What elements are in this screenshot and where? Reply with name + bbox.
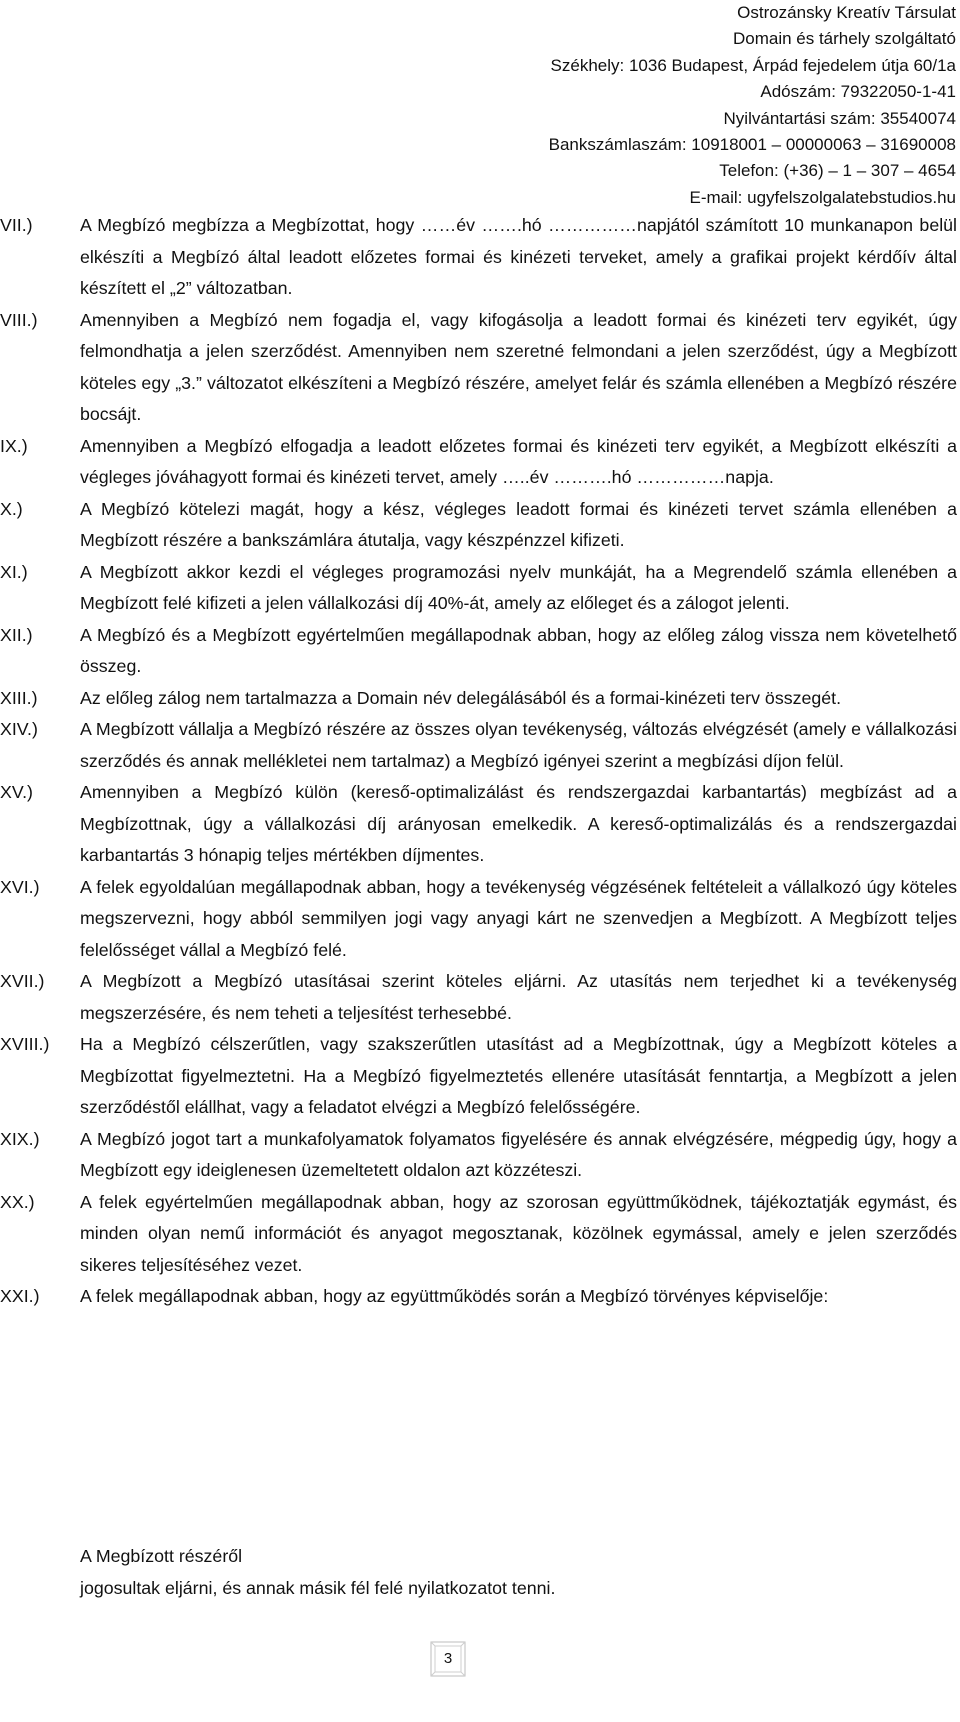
clause-text: A Megbízott vállalja a Megbízó részére az összes olyan tevékenység, változás elvégzését (amely e vállalkozási szerződés és annak mellékletei nem tartalmaz) a Megbízó igényei szerint a megbízási díjon felül. xyxy=(80,719,957,771)
clause-number: XV.) xyxy=(0,782,33,802)
company-phone: Telefon: (+36) – 1 – 307 – 4654 xyxy=(719,161,956,181)
clause-number: XVII.) xyxy=(0,971,45,991)
contract-clause xyxy=(0,431,958,494)
clause-text: A Megbízó megbízza a Megbízottat, hogy ……év …….hó ……………napjától számított 10 munkanapon belül elkészíti a Megbízó által leadott előzetes formai és kinézeti terveket, amely a grafikai projekt kérdőív által készített el „2” változatban. xyxy=(80,215,957,298)
company-address: Székhely: 1036 Budapest, Árpád fejedelem útja 60/1a xyxy=(550,55,956,75)
clause-number: XIX.) xyxy=(0,1128,40,1149)
clause-number: IX.) xyxy=(0,435,28,456)
clause-number: XX.) xyxy=(0,1191,35,1212)
contract-clause-list xyxy=(0,210,958,1313)
clause-text: A Megbízó jogot tart a munkafolyamatok folyamatos figyelésére és annak elvégzésére, mégpedig úgy, hogy a Megbízott egy ideiglenesen üzemeltetett oldalon azt közzéteszi. xyxy=(80,1128,957,1180)
contract-clause xyxy=(0,1187,958,1282)
clause-text: A Megbízó kötelezi magát, hogy a kész, végleges leadott formai és kinézeti tervet számla ellenében a Megbízott részére a bankszámlára átutalja, vagy készpénzzel kifizeti. xyxy=(80,498,957,550)
page-number-badge xyxy=(430,1641,466,1677)
clause-number: XI.) xyxy=(0,561,28,582)
page-number: 3 xyxy=(443,1650,453,1667)
clause-text: Amennyiben a Megbízó nem fogadja el, vagy kifogásolja a leadott formai és kinézeti terv egyikét, úgy felmondhatja a jelen szerződést. Amennyiben nem szeretné felmondani a jelen szerződést, úgy a Megbízott köteles egy „3.” változatot elkészíteni a Megbízó részére, amelyet felár és számla ellenében a Megbízó részére bocsájt. xyxy=(80,309,957,424)
contract-clause xyxy=(0,966,958,1029)
closing-line-representative: A Megbízott részéről xyxy=(80,1546,243,1566)
clause-text: A felek megállapodnak abban, hogy az együttműködés során a Megbízó törvényes képviselője: xyxy=(80,1286,829,1306)
company-service: Domain és tárhely szolgáltató xyxy=(732,29,956,49)
clause-number: X.) xyxy=(0,498,23,519)
clause-text: A Megbízott a Megbízó utasításai szerint köteles eljárni. Az utasítás nem terjedhet ki a tevékenység megszerzésére, és nem teheti a teljesítést terhesebbé. xyxy=(80,971,957,1023)
clause-number: XII.) xyxy=(0,624,33,645)
clause-number: XVIII.) xyxy=(0,1034,50,1054)
clause-text: A felek egyértelműen megállapodnak abban, hogy az szorosan együttműködnek, tájékoztatják egymást, és minden olyan nemű információt és anyagot megosztanak, közölnek egymással, amely e jelen szerződés sikeres teljesítéséhez vezet. xyxy=(80,1191,957,1275)
company-tax-number: Adószám: 79322050-1-41 xyxy=(760,82,956,102)
contract-clause xyxy=(0,494,958,557)
clause-text: Az előleg zálog nem tartalmazza a Domain név delegálásából és a formai-kinézeti terv összegét. xyxy=(80,687,842,708)
clause-text: A felek egyoldalúan megállapodnak abban, hogy a tevékenység végzésének feltételeit a vállalkozó úgy köteles megszervezni, hogy abból semmilyen jogi vagy anyagi kárt ne szenvedjen a Megbízott. A Megbízott teljes felelősséget vállal a Megbízó felé. xyxy=(80,876,957,960)
contract-clause xyxy=(0,620,958,683)
clause-number: VII.) xyxy=(0,215,33,235)
clause-number: XIII.) xyxy=(0,687,38,708)
contract-clause xyxy=(0,1029,958,1124)
closing-line-authorization: jogosultak eljárni, és annak másik fél felé nyilatkozatot tenni. xyxy=(80,1577,556,1598)
contract-clause xyxy=(0,210,958,305)
company-bank-account: Bankszámlaszám: 10918001 – 00000063 – 31690008 xyxy=(548,135,956,155)
company-registry-number: Nyilvántartási szám: 35540074 xyxy=(723,108,956,128)
clause-number: XVI.) xyxy=(0,876,40,897)
closing-text xyxy=(80,1541,950,1604)
clause-text: Ha a Megbízó célszerűtlen, vagy szakszerűtlen utasítást ad a Megbízottnak, úgy a Megbízott köteles a Megbízottat figyelmeztetni. Ha a Megbízó figyelmeztetés ellenére utasítását fenntartja, a Megbízott a jelen szerződéstől elállhat, vagy a feladatot elvégzi a Megbízó felelősségére. xyxy=(80,1034,957,1117)
contract-clause xyxy=(0,714,958,777)
clause-text: A Megbízott akkor kezdi el végleges programozási nyelv munkáját, ha a Megrendelő számla ellenében a Megbízott felé kifizeti a jelen vállalkozási díj 40%-át, amely az előleget és a zálogot jelenti. xyxy=(80,561,957,613)
contract-clause xyxy=(0,777,958,872)
contract-clause xyxy=(0,683,958,715)
contract-clause xyxy=(0,557,958,620)
clause-text: A Megbízó és a Megbízott egyértelműen megállapodnak abban, hogy az előleg zálog vissza nem követelhető összeg. xyxy=(80,624,957,676)
company-name: Ostrozánsky Kreatív Társulat xyxy=(737,3,956,22)
clause-number: XXI.) xyxy=(0,1286,40,1306)
clause-text: Amennyiben a Megbízó külön (kereső-optimalizálást és rendszergazdai karbantartás) megbízást ad a Megbízottnak, úgy a vállalkozási díj arányosan emelkedik. A kereső-optimalizálás és a rendszergazdai karbantartás 3 hónapig teljes mértékben díjmentes. xyxy=(80,782,957,865)
clause-number: XIV.) xyxy=(0,719,38,739)
clause-text: Amennyiben a Megbízó elfogadja a leadott előzetes formai és kinézeti terv egyikét, a Megbízott elkészíti a végleges jóváhagyott formai és kinézeti tervet, amely …..év ……….hó ……………napja. xyxy=(80,435,957,487)
contract-clause xyxy=(0,1281,958,1313)
company-email: E-mail: ugyfelszolgalatebstudios.hu xyxy=(689,187,956,207)
clause-number: VIII.) xyxy=(0,309,38,330)
contract-clause xyxy=(0,305,958,431)
contract-clause xyxy=(0,872,958,967)
contract-clause xyxy=(0,1124,958,1187)
company-header xyxy=(549,0,956,211)
